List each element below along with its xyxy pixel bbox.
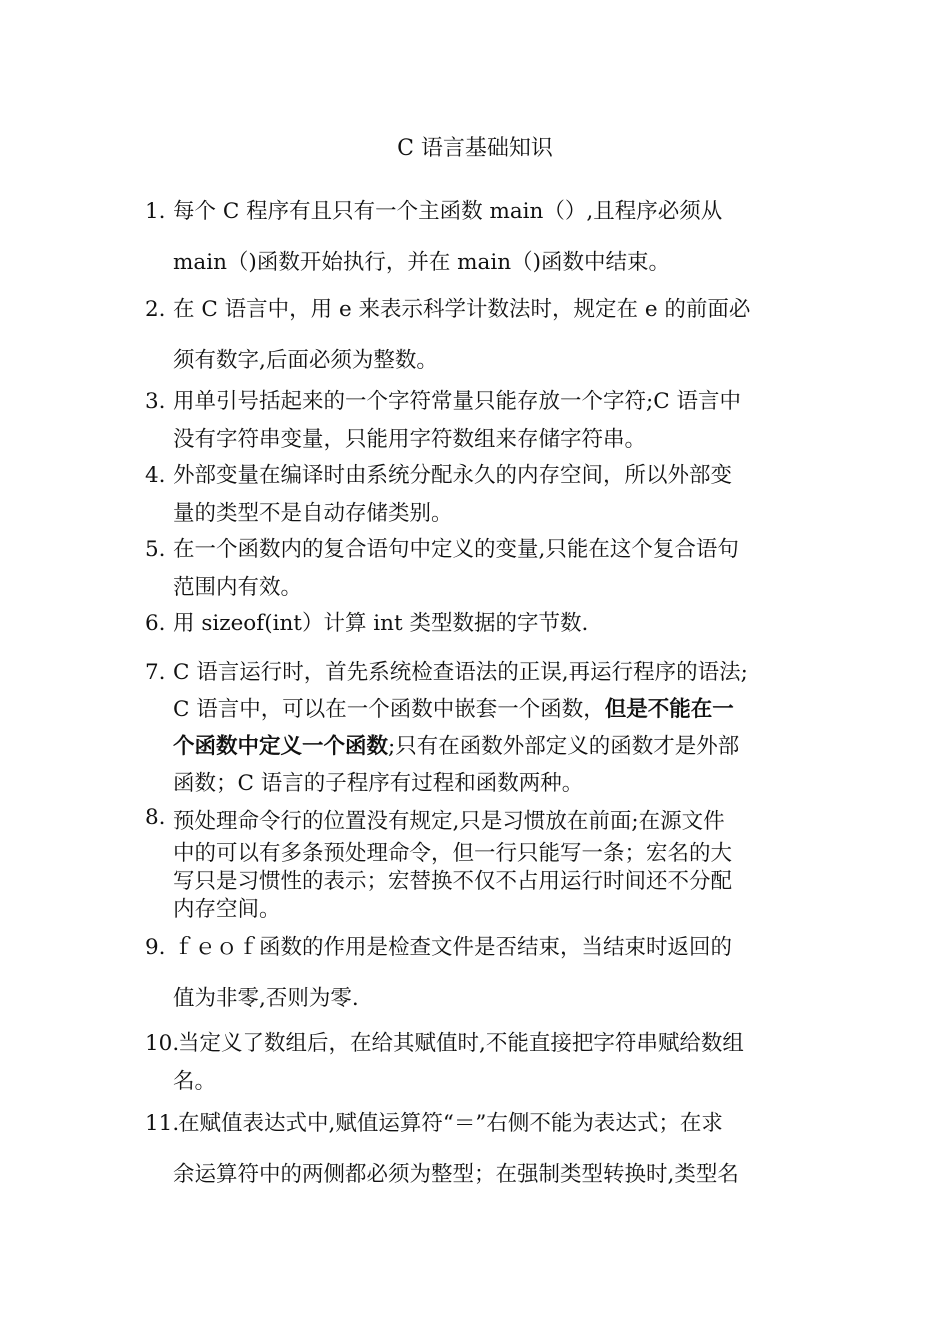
item-line: 用单引号括起来的一个字符常量只能存放一个字符;C 语言中 [173,389,742,414]
item-number: 4. [145,463,166,488]
item-line-text: ;只有在函数外部定义的函数才是外部 [388,734,740,759]
item-line: 写只是习惯性的表示；宏替换不仅不占用运行时间还不分配 [173,869,733,894]
item-number: 1. [145,199,166,224]
item-line: 须有数字,后面必须为整数。 [173,348,438,373]
item-line: main（)函数开始执行，并在 main（)函数中结束。 [173,250,670,275]
item-number: 10. [145,1031,180,1056]
item-line: 没有字符串变量，只能用字符数组来存储字符串。 [173,427,647,452]
item-line [173,691,810,728]
item-text [173,1025,810,1101]
list-item [145,804,810,924]
item-text [173,605,810,643]
item-text [173,531,810,607]
item-number: 7. [145,660,166,685]
item-line: 函数；C 语言的子程序有过程和函数两种。 [173,771,584,796]
item-number: 11. [145,1111,180,1136]
list-item [145,605,810,643]
list-item [145,531,810,607]
item-text [173,654,810,802]
item-text [173,186,810,288]
item-number: 8. [145,805,166,830]
item-line: 名。 [173,1069,217,1094]
item-text [173,922,810,1024]
item-number: 9. [145,935,166,960]
bold-emphasis: 但是不能在一 [604,697,734,722]
item-line: 每个 C 程序有且只有一个主函数 main（）,且程序必须从 [173,199,723,224]
bold-emphasis: 个函数中定义一个函数 [173,734,389,759]
list-item [145,1098,810,1200]
item-line: 范围内有效。 [173,575,303,600]
item-line: 预处理命令行的位置没有规定,只是习惯放在前面;在源文件 [173,809,725,834]
item-text [173,383,810,459]
item-line: 值为非零,否则为零. [173,986,359,1011]
item-line: 当定义了数组后，在给其赋值时,不能直接把字符串赋给数组 [178,1031,744,1056]
item-line: 余运算符中的两侧都必须为整型；在强制类型转换时,类型名 [173,1162,739,1187]
item-line-text: C 语言中，可以在一个函数中嵌套一个函数， [173,697,605,722]
item-line [173,728,810,765]
item-line: 在一个函数内的复合语句中定义的变量,只能在这个复合语句 [173,537,739,562]
page-title: C 语言基础知识 [397,136,553,161]
item-text [173,804,810,924]
item-number: 6. [145,611,166,636]
list-item [145,457,810,533]
list-item [145,1025,810,1101]
item-line: C 语言运行时，首先系统检查语法的正误,再运行程序的语法; [173,660,748,685]
list-item [145,284,810,386]
item-text [173,284,810,386]
item-line: 量的类型不是自动存储类别。 [173,501,453,526]
item-number: 3. [145,389,166,414]
list-item [145,186,810,288]
item-number: 2. [145,297,166,322]
list-item [145,922,810,1024]
item-line: 内存空间。 [173,897,281,922]
item-number: 5. [145,537,166,562]
item-line: ｆｅｏｆ函数的作用是检查文件是否结束，当结束时返回的 [173,935,733,960]
item-line: 在赋值表达式中,赋值运算符“＝”右侧不能为表达式；在求 [178,1111,723,1136]
item-line: 用 sizeof(int）计算 int 类型数据的字节数. [173,611,589,636]
list-item [145,654,810,802]
item-text [173,1098,810,1200]
item-line: 在 C 语言中，用 e 来表示科学计数法时，规定在 e 的前面必 [173,297,751,322]
item-line: 中的可以有多条预处理命令，但一行只能写一条；宏名的大 [173,841,733,866]
item-text [173,457,810,533]
item-line: 外部变量在编译时由系统分配永久的内存空间，所以外部变 [173,463,733,488]
list-item [145,383,810,459]
